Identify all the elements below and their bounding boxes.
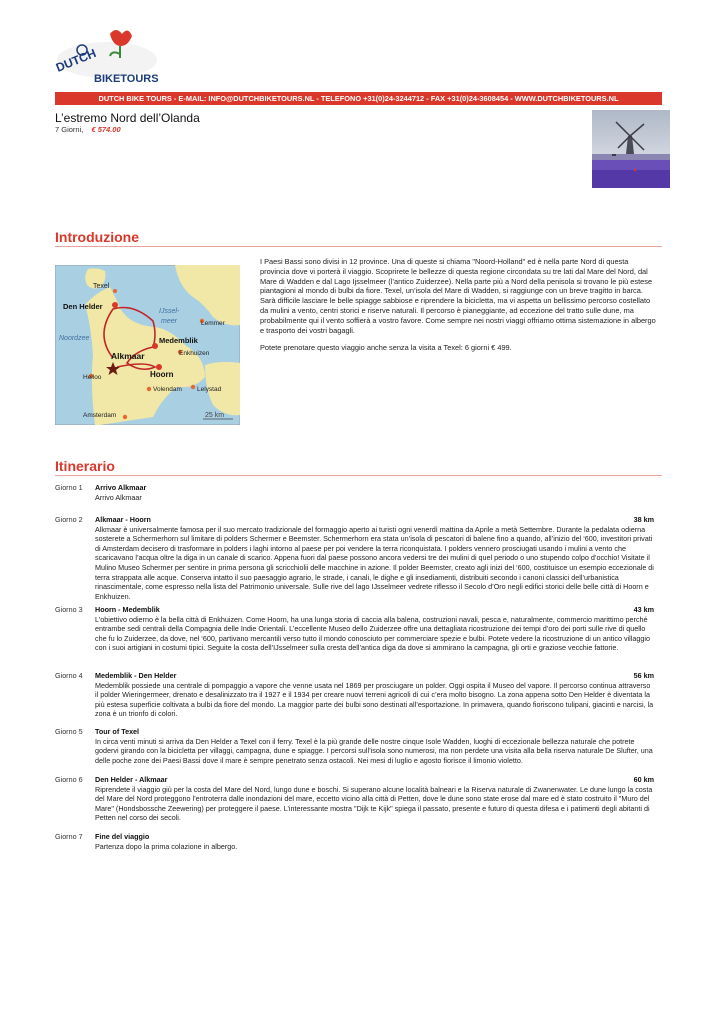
itinerary-divider [55,475,662,476]
map-label-ijsselmeer-1: IJssel- [159,308,180,315]
map-label-heiloo: Heiloo [83,374,102,381]
day-km: 43 km [633,605,654,614]
day-km: 56 km [633,671,654,680]
map-label-alkmaar: Alkmaar [111,351,145,361]
map-label-noordzee: Noordzee [59,335,90,342]
itinerary-heading: Itinerario [55,458,115,474]
day-label: Giorno 4 [55,671,83,680]
map-label-texel: Texel [93,283,110,290]
map-scale: 25 km [205,412,225,419]
day-text: Partenza dopo la prima colazione in albergo. [95,841,238,851]
day-label: Giorno 1 [55,483,83,492]
day-text: Riprendete il viaggio giù per la costa del Mare del Nord, lungo dune e boschi. Si superano alcune località balneari e la Riserva naturale di Zwanenwater. Le dune lungo la costa del Mare del Nord proteggono l’entroterra dalle inondazioni del mare, eccetto vicino alla città di Petten, dove le dune sono state erose dal mare ed è stato costruito il "Muro del Mare" (Hondsbossche Zeewering) per proteggere il paese. L’interessante mostra "Dijk te Kijk" spiega il passato, presente e futuro di questa difesa e i patimenti degli abitanti di Petten nel corso dei secoli. [95,784,653,823]
intro-paragraph-2: Potete prenotare questo viaggio anche senza la visita a Texel: 6 giorni € 499. [260,343,512,353]
contact-banner: DUTCH BIKE TOURS - E-MAIL: INFO@DUTCHBIKETOURS.NL - TELEFONO +31(0)24-3244712 - FAX +31(0)24-3608454 - WWW.DUTCHBIKETOURS.NL [55,92,662,105]
day-title: Fine del viaggio [95,832,150,841]
day-text: L’obiettivo odierno è la bella città di Enkhuizen. Come Hoorn, ha una lunga storia di caccia alla balena, costruzioni navali, pesca e, naturalmente, commercio marittimo perché entrambe sedi centrali della Compagnia delle Indie Orientali. L’eccellente Museo dello Zuiderzee offre una dettagliata ricostruzione dei tempi d’oro dei porti sulle rive di quello che fu lo Zuiderzee, da dove, nel ‘600, partivano mercantili verso tutto il mondo conosciuto per commerciare spezie e bulbi. Potete vedere la ricostruzione di un antico villaggio con i suoi artigiani in costumi tipici. Seguite la costa dell’IJsselmeer sulla cresta dell’antica diga da dove si ammirano la campagna, gli orti e graziose vecchie fattorie. [95,614,650,653]
logo-text-bottom: BIKETOURS [94,73,159,85]
company-logo [52,26,162,86]
intro-text [260,257,660,361]
tour-title: L’estremo Nord dell’Olanda [55,111,200,125]
intro-divider [55,246,662,247]
day-title: Alkmaar - Hoorn [95,515,151,524]
day-title: Tour of Texel [95,727,140,736]
day-label: Giorno 5 [55,727,83,736]
day-title: Arrivo Alkmaar [95,483,147,492]
map-label-medemblik: Medemblik [159,336,198,345]
map-label-enkhuizen: Enkhuizen [179,350,210,357]
itinerary-day [55,515,662,601]
day-text: Arrivo Alkmaar [95,492,142,502]
map-label-amsterdam: Amsterdam [83,412,117,419]
itinerary-day [55,775,662,823]
itinerary-day [55,483,662,502]
day-label: Giorno 2 [55,515,83,524]
route-map [55,265,240,425]
day-text: In circa venti minuti si arriva da Den Helder a Texel con il ferry. Texel è la più grande delle nostre cinque Isole Wadden, luoghi di eccezionale bellezza naturale che potrete godervi girando con la bicicletta per villaggi, campagna, dune e spiagge. I percorsi sull’isola sono numerosi, ma non perdete una visita alla bella riserva naturale De Slufter, una delle poche zone dei Paesi Bassi dove il mare è sempre penetrato senza ostacoli. Nei mesi di luglio e agosto fiorisce il limonio violetto. [95,736,653,765]
itinerary-day [55,671,662,719]
map-label-ijsselmeer-2: meer [161,318,177,325]
map-label-volendam: Volendam [153,386,182,393]
map-label-hoorn: Hoorn [150,370,174,379]
day-label: Giorno 7 [55,832,83,841]
map-label-lelystad: Lelystad [197,386,222,393]
itinerary-day [55,605,662,653]
day-label: Giorno 3 [55,605,83,614]
day-text: Alkmaar è universalmente famosa per il suo mercato tradizionale del formaggio aperto ai turisti ogni venerdì mattina da Aprile a metà Settembre. Durante la pedalata odierna sosterete a Schermerhorn sul limitare di polders Schermer e Beemster. Schermerhorn era stata un’isola di pescatori di balene fino a quando, all’inizio del ‘600, investitori privati di Amsterdam decisero di trasformare in polders i laghi intorno al paese per poi vendere la terra riconquistata. I polders vennero prosciugati usando i mulini a vento che scaricavano l’acqua oltre la diga in un canale di scarico. Appena fuori dal paese possono ancora vedersi tre dei mulini di quel periodo ο uno stupendo colpo d’occhio! Visitate il Mulino Museo Schermer per sentire in prima persona gli scricchiolii delle macchine in azione. Il polder Beemster, creato agli inizi del ‘600, costituisce un esempio eccezionale di terra strappata alle acque. Conserva intatto il suo paesaggio agrario, le strade, i canali, le dighe e gli insediamenti, distribuiti secondo i canoni classici dell’urbanistica rinascimentale, come espresso nella lista del Patrimonio universale. Sulle rive del lago IJsselmeer vedrete riflesso il Secolo d’Oro negli edifici storici delle belle città di Hoorn e Enkhuizen. [95,524,654,601]
day-km: 38 km [633,515,654,524]
itinerary-day [55,832,662,851]
day-title: Den Helder - Alkmaar [95,775,168,784]
day-text: Medemblik possiede una centrale di pompaggio a vapore che venne usata nel 1869 per prosciugare un polder. Oggi ospita il Museo del vapore. Il percorso continua attraverso il polder Wieringermeer, drenato e desalinizzato tra il 1927 e il 1934 per creare nuovi terreni agricoli di cui c’era molto bisogno. La zona appena sotto Den Helder è diventata la più estesa superficie coltivata a bulbi da fiore del mondo. La maggior parte dei bulbi sono destinati all’esportazione. In primavera, quando fioriscono tulipani, giacinti e narcisi, la zona è un trionfo di colori. [95,680,654,719]
itinerary-day [55,727,662,765]
map-label-lemmer: Lemmer [201,320,225,327]
tour-price: € 574.00 [91,125,121,134]
tour-duration: 7 Giorni, [55,125,84,134]
day-title: Hoorn - Medemblik [95,605,160,614]
windmill-photo [592,110,670,188]
map-label-den-helder: Den Helder [63,302,103,311]
day-km: 60 km [633,775,654,784]
intro-paragraph-1: I Paesi Bassi sono divisi in 12 province. Una di queste si chiama "Noord-Holland" ed è nella parte Nord di questa provincia dove vi porterà il viaggio. Scoprirete le bellezze di questa regione circondata su tre lati dal Mare del Nord, dal Mare di Wadden e dal Lago Ijsselmeer (l’antico Zuiderzee). Nella parte più a Nord della penisola si trovano le più estese piantagioni al mondo di bulbi da fiore. Texel, un’isola del Mare di Wadden, si raggiunge con un breve tragitto in barca. Sarà difficile lasciare le belle spiagge sabbiose e riprendere la bicicletta, ma vi aspetta un bellissimo percorso costellato da mulini a vento, centri storici e riserve naturali. Il percorso è pianeggiante, ad eccezione del tratto sulle dune, ma probabilmente qui il vento soffierà a vostro favore. Come sempre nei nostri viaggi offriamo ottima sistemazione in albergo e trasporto dei vostri bagagli. [260,257,656,335]
intro-heading: Introduzione [55,229,139,245]
tour-subtitle [55,125,121,134]
day-label: Giorno 6 [55,775,83,784]
day-title: Medemblik - Den Helder [95,671,177,680]
logo-text-top: DUTCH [53,46,99,75]
